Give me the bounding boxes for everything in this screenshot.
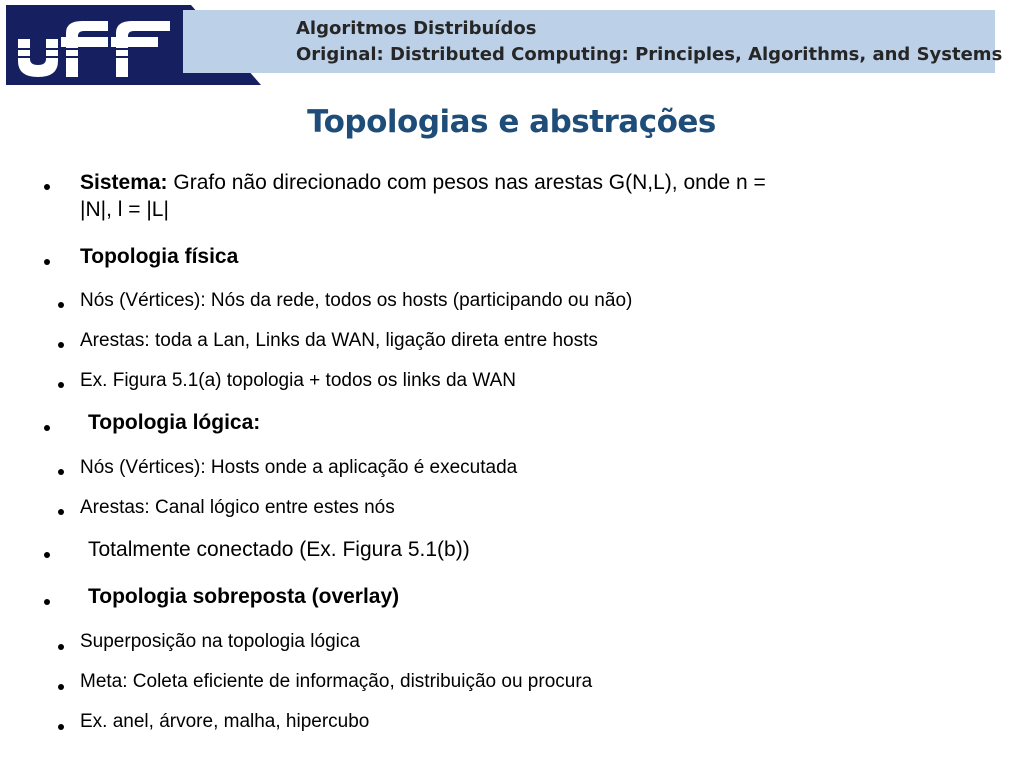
bullet-dot-icon <box>58 382 64 388</box>
list-item: Totalmente conectado (Ex. Figura 5.1(b)) <box>88 538 470 561</box>
slide-title: Topologias e abstrações <box>307 104 716 140</box>
list-item: Ex. anel, árvore, malha, hipercubo <box>80 711 370 732</box>
list-item: Nós (Vértices): Hosts onde a aplicação é executada <box>80 457 518 478</box>
list-item: Topologia sobreposta (overlay) <box>88 585 400 608</box>
bullet-dot-icon <box>58 684 64 690</box>
bullet-dot-icon <box>44 425 50 431</box>
item-label: Sistema: <box>80 171 168 194</box>
bullet-dot-icon <box>44 184 50 190</box>
bullet-dot-icon <box>58 509 64 515</box>
bullet-dot-icon <box>58 302 64 308</box>
item-text-continued: |N|, l = |L| <box>80 198 169 221</box>
source-title: Original: Distributed Computing: Principles, Algorithms, and Systems <box>296 44 1003 65</box>
bullet-dot-icon <box>44 259 50 265</box>
bullet-dot-icon <box>58 469 64 475</box>
list-item: Meta: Coleta eficiente de informação, distribuição ou procura <box>80 671 593 692</box>
bullet-dot-icon <box>58 342 64 348</box>
list-item: Superposição na topologia lógica <box>80 631 360 652</box>
bullet-dot-icon <box>44 552 50 558</box>
bullet-dot-icon <box>44 599 50 605</box>
list-item: Arestas: Canal lógico entre estes nós <box>80 497 395 518</box>
bullet-dot-icon <box>58 724 64 730</box>
bullet-dot-icon <box>58 644 64 650</box>
list-item: Topologia lógica: <box>88 411 261 434</box>
item-text: Grafo não direcionado com pesos nas arestas G(N,L), onde n = <box>173 171 766 194</box>
list-item: Arestas: toda a Lan, Links da WAN, ligação direta entre hosts <box>80 330 598 351</box>
list-item <box>80 169 960 223</box>
header-text <box>296 16 1002 68</box>
course-title: Algoritmos Distribuídos <box>296 18 537 39</box>
list-item: Topologia física <box>80 245 239 268</box>
list-item: Nós (Vértices): Nós da rede, todos os hosts (participando ou não) <box>80 290 633 311</box>
list-item: Ex. Figura 5.1(a) topologia + todos os links da WAN <box>80 370 516 391</box>
slide-header <box>0 0 1023 86</box>
